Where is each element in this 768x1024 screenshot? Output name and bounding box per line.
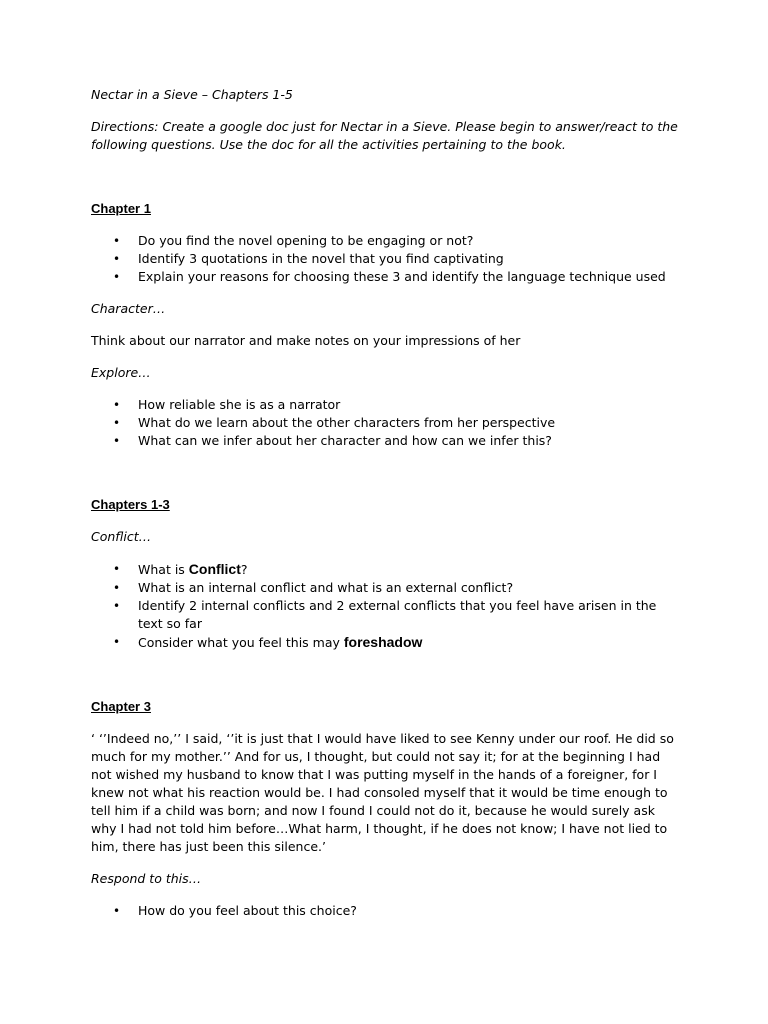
explore-label: Explore… — [91, 365, 151, 380]
chapter-3-quote: ‘ ‘’Indeed no,’’ I said, ‘’it is just that I would have liked to see Kenny under our roof. He did so much for my mother.’’ And for us, I thought, but could not say it; for at the beginning I had not wished my husband to know that I was putting myself in the hands of a foreigner, for I knew not what his reaction would be. I had consoled myself that it would be time enough to tell him if a child was born; and now I found I could not do it, because he would surely ask why I had not told him before…What harm, I thought, if he does not know; I have not lied to him, there has just been this silence.’ — [91, 731, 674, 854]
bullet-icon: • — [113, 270, 121, 284]
bullet-icon: • — [113, 252, 121, 266]
bullet-icon: • — [113, 904, 121, 918]
bullet-icon: • — [113, 234, 121, 248]
list-item: • What is an internal conflict and what is an external conflict? — [113, 580, 514, 595]
conflict-bullet-list — [91, 560, 691, 652]
bullet-icon: • — [113, 398, 121, 412]
list-item: • Identify 2 internal conflicts and 2 external conflicts that you feel have arisen in the text so far — [113, 598, 657, 631]
explore-bullet-list — [91, 396, 691, 450]
bullet-icon: • — [113, 581, 121, 595]
conflict-term: Conflict — [188, 561, 241, 577]
chapter-3-heading: Chapter 3 — [91, 699, 151, 714]
list-item: • How reliable she is as a narrator — [113, 397, 341, 412]
list-item: • What is Conflict? — [113, 561, 248, 577]
list-item: • Identify 3 quotations in the novel that you find captivating — [113, 251, 504, 266]
bullet-icon: • — [113, 562, 121, 576]
foreshadow-term: foreshadow — [343, 634, 423, 650]
list-item: • Do you find the novel opening to be engaging or not? — [113, 233, 474, 248]
character-prompt: Think about our narrator and make notes on your impressions of her — [91, 333, 521, 348]
bullet-icon: • — [113, 416, 121, 430]
bullet-icon: • — [113, 599, 121, 613]
chapter-1-bullet-list — [91, 232, 691, 286]
conflict-label: Conflict… — [91, 529, 152, 544]
document-title — [91, 86, 691, 104]
list-item: • Consider what you feel this may foreshadow — [113, 634, 423, 650]
bullet-icon: • — [113, 434, 121, 448]
respond-bullet-list — [91, 902, 691, 920]
list-item: • Explain your reasons for choosing these 3 and identify the language technique used — [113, 269, 666, 284]
list-item: • How do you feel about this choice? — [113, 903, 357, 918]
list-item: • What do we learn about the other characters from her perspective — [113, 415, 556, 430]
bullet-icon: • — [113, 635, 121, 649]
chapters-1-3-heading: Chapters 1-3 — [91, 497, 170, 512]
list-item: • What can we infer about her character and how can we infer this? — [113, 433, 552, 448]
directions-text: Directions: Create a google doc just for Nectar in a Sieve. Please begin to answer/react to the following questions. Use the doc for all the activities pertaining to the book. — [91, 119, 678, 152]
character-label: Character… — [91, 301, 166, 316]
chapter-1-heading: Chapter 1 — [91, 201, 151, 216]
respond-label: Respond to this… — [91, 871, 202, 886]
document-title-text: Nectar in a Sieve – Chapters 1-5 — [91, 87, 293, 102]
document-page — [91, 86, 691, 920]
